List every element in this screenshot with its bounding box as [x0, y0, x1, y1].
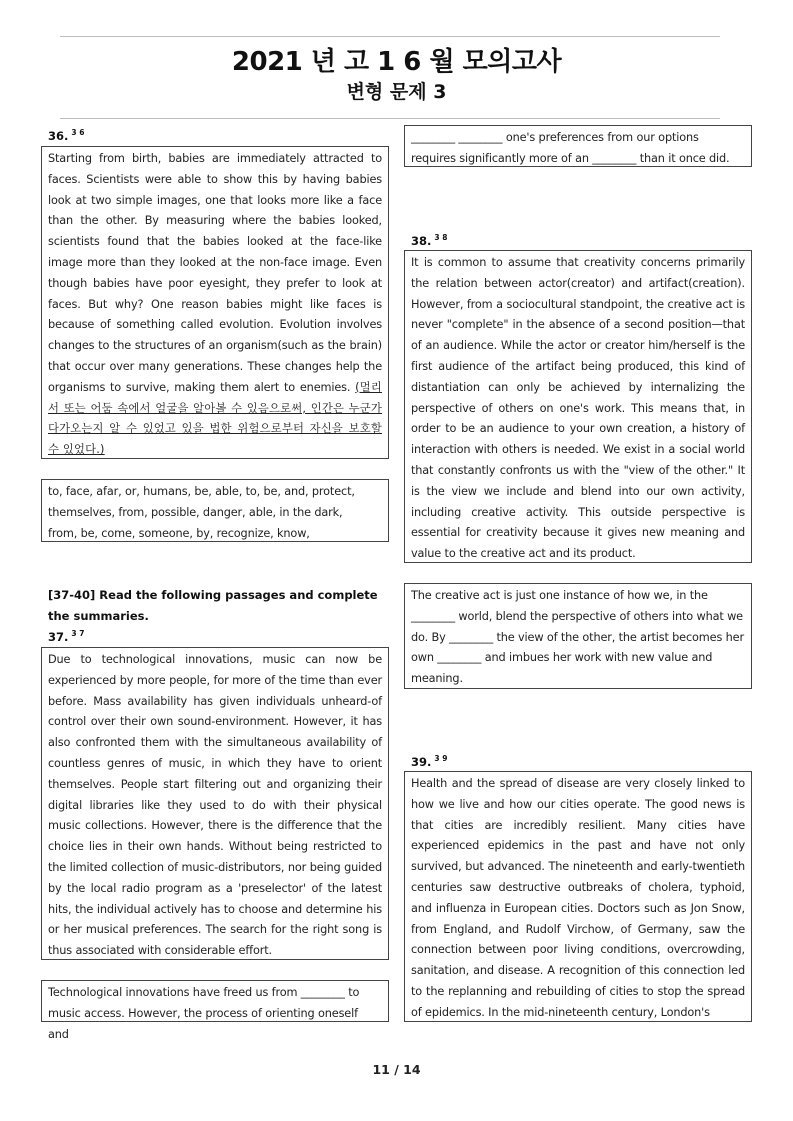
question-number-text: 39.	[411, 755, 432, 769]
word-bank-line: from, be, come, someone, by, recognize, know,	[48, 526, 310, 540]
page-title: 2021 년 고 1 6 월 모의고사	[231, 47, 562, 77]
page-subtitle: 변형 문제 3	[346, 81, 447, 103]
question-37-summary-box-right	[404, 125, 752, 167]
page-number: 11 / 14	[372, 1062, 421, 1077]
question-superscript: 3 7	[71, 629, 85, 638]
question-superscript: 3 6	[71, 128, 85, 137]
question-39-passage-box	[404, 771, 752, 1022]
question-superscript: 3 9	[434, 754, 448, 763]
question-39-number	[411, 754, 447, 769]
question-36-passage-box	[41, 146, 389, 459]
question-number-text: 38.	[411, 234, 432, 248]
korean-translation-hint: (멀리서 또는 어둠 속에서 얼굴을 알아볼 수 있음으로써, 인간은 누군가 다가오는지 알 수 있었고 있을 법한 위험으로부터 자신을 보호할 수 있었다.)	[48, 380, 382, 457]
question-36-number	[48, 128, 84, 143]
question-38-summary-box	[404, 583, 752, 689]
question-superscript: 3 8	[434, 233, 448, 242]
question-number-text: 37.	[48, 630, 69, 644]
passage-text: It is common to assume that creativity concerns primarily the relation between actor(creator) and artifact(creation). However, from a sociocultural standpoint, the creative act is never "complete" in the absence of a second position—that of an audience. While the actor or creator him/herself is the first audience of the artifact being produced, this kind of distantiation can only be achieved by internalizing the perspective of others on one's work. This means that, in order to be an audience to your own creation, a history of interaction with others is needed. We exist in a social world that constantly confronts us with the "view of the other." It is the view we include and blend into our own activity, including creative activity. This outside perspective is essential for creativity because it gives new meaning and value to the creative act and its product.	[411, 256, 745, 561]
question-38-number	[411, 233, 447, 248]
question-38-passage-box	[404, 250, 752, 563]
question-36-word-bank	[41, 479, 389, 542]
question-number-text: 36.	[48, 129, 69, 143]
passage-text: Due to technological innovations, music can now be experienced by more people, for more of the time than ever before. Mass availability has given individuals unheard-of control over their own sound-environment. However, it has also confronted them with the simultaneous availability of countless genres of music, in which they have to orient themselves. People start filtering out and organizing their digital libraries like they used to do with their physical music collections. However, there is the difference that the choice lies in their own hands. Without being restricted to the limited collection of music-distributors, nor being guided by the local radio program as a 'preselector' of the latest hits, the individual actively has to choose and determine his or her musical preferences. The search for the right song is thus associated with considerable effort.	[48, 653, 382, 958]
section-heading: [37-40] Read the following passages and complete the summaries.	[48, 588, 378, 623]
passage-text: Health and the spread of disease are very closely linked to how we live and how our cities operate. The good news is that cities are incredibly resilient. Many cities have experienced epidemics in the past and have not only survived, but advanced. The nineteenth and early-twentieth centuries saw destructive outbreaks of cholera, typhoid, and influenza in European cities. Doctors such as Jon Snow, from England, and Rudolf Virchow, of Germany, saw the connection between poor living conditions, overcrowding, sanitation, and disease. A recognition of this connection led to the replanning and rebuilding of cities to stop the spread of epidemics. In the mid-nineteenth century, London's	[411, 777, 745, 1019]
summary-text: The creative act is just one instance of how we, in the ________ world, blend the perspective of others into what we do. By ________ the view of the other, the artist becomes her own ________ and imbues her work with new value and meaning.	[411, 589, 744, 686]
question-37-summary-box-left	[41, 980, 389, 1041]
summary-text: Technological innovations have freed us from ________ to music access. However, the process of orienting oneself and	[48, 986, 360, 1041]
summary-text: ________ ________ one's preferences from our options requires significantly more of an ________ than it once did.	[411, 131, 730, 165]
question-37-number	[48, 629, 84, 644]
passage-text: Starting from birth, babies are immediately attracted to faces. Scientists were able to show this by having babies look at two simple images, one that looks more like a face than the other. By measuring where the babies looked, scientists found that the babies looked at the face-like image more than they looked at the non-face image. Even though babies have poor eyesight, they prefer to look at faces. But why? One reason babies might like faces is because of something called evolution. Evolution involves changes to the structures of an organism(such as the brain) that occur over many generations. These changes help the organisms to survive, making them alert to enemies.	[48, 152, 382, 394]
header-bottom-rule	[60, 118, 720, 119]
question-37-passage-box	[41, 647, 389, 960]
word-bank-line: to, face, afar, or, humans, be, able, to, be, and, protect,	[48, 485, 355, 498]
word-bank-line: themselves, from, possible, danger, able, in the dark,	[48, 505, 343, 519]
header-top-rule	[60, 36, 720, 37]
